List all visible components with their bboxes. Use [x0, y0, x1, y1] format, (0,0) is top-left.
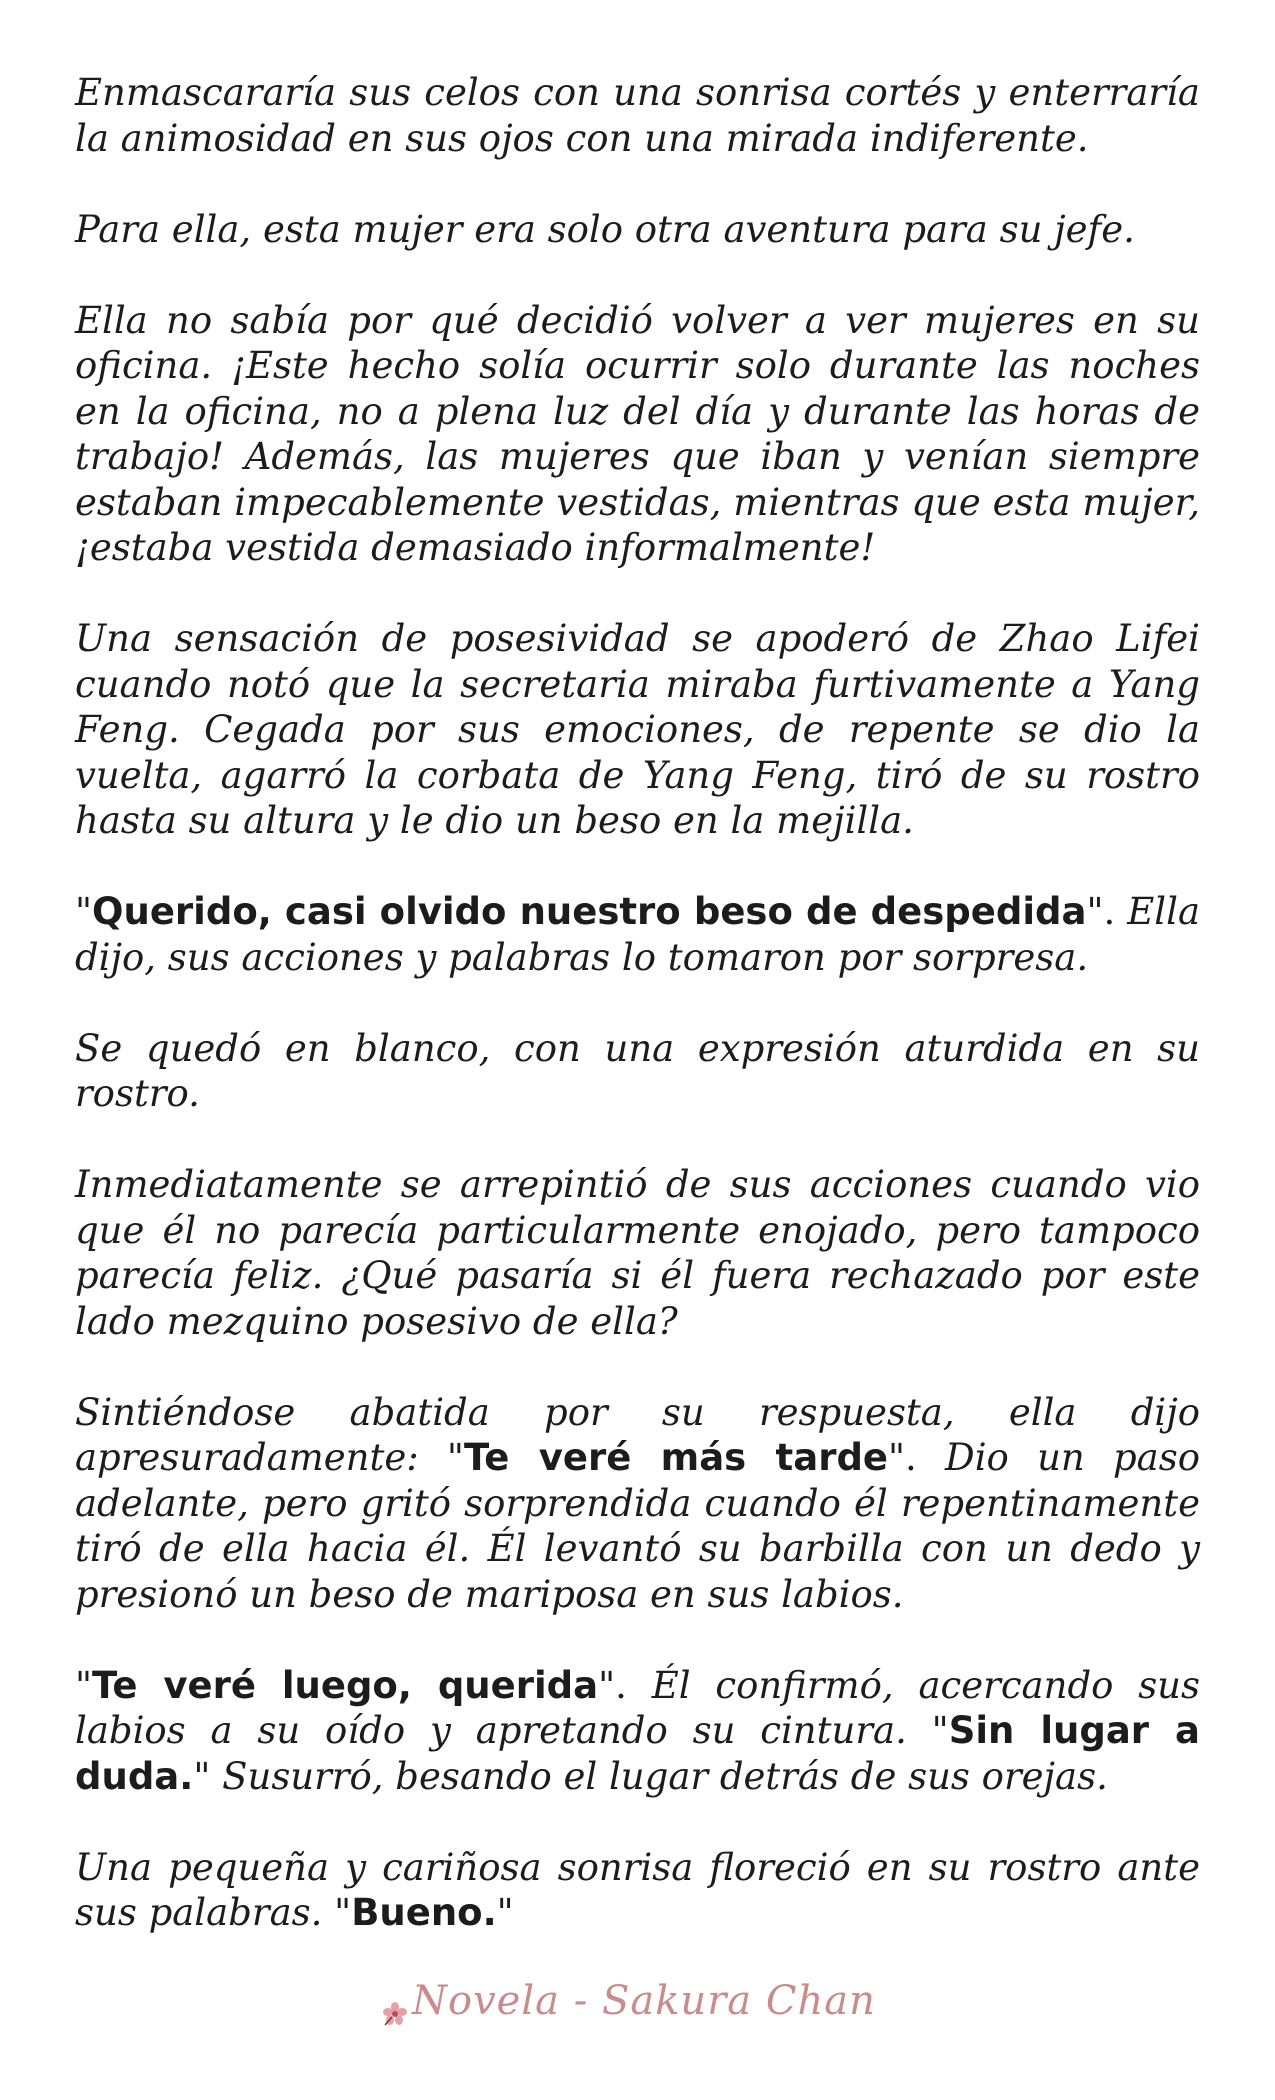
dialogue-text: Te veré luego, querida — [92, 1663, 599, 1707]
dialogue-text: Bueno. — [351, 1891, 497, 1934]
dialogue-text: Querido, casi olvido nuestro beso de despedida — [92, 890, 1087, 933]
quote-mark: " — [496, 1891, 514, 1934]
paragraph-text: Dio un paso adelante, pero gritó sorprendida cuando él repentinamente tiró de ella hacia él. Él levantó su barbilla con un dedo y presionó un beso de mariposa en sus labios. — [75, 1436, 1200, 1616]
document-body — [75, 70, 1200, 1981]
quote-mark: ". — [1086, 890, 1116, 933]
paragraph-text: Susurró, besando el lugar detrás de sus orejas. — [210, 1754, 1108, 1798]
watermark — [382, 1978, 876, 2024]
paragraph-text: Una pequeña y cariñosa sonrisa floreció en su rostro ante sus palabras. — [75, 1845, 1200, 1934]
paragraph — [75, 1845, 1200, 1936]
quote-mark: " — [75, 890, 93, 933]
quote-mark: " — [334, 1891, 352, 1934]
paragraph-text: Ella dijo, sus acciones y palabras lo tomaron por sorpresa. — [75, 890, 1200, 979]
paragraph — [75, 298, 1200, 571]
paragraph — [75, 889, 1200, 980]
quote-mark: ". — [888, 1436, 917, 1479]
dialogue-text: Te veré más tarde — [463, 1436, 889, 1479]
paragraph — [75, 70, 1200, 161]
paragraph-text: Él confirmó, acercando sus labios a su oído y apretando su cintura. — [75, 1663, 1201, 1752]
quote-mark: " — [931, 1709, 949, 1752]
quote-mark: ". — [598, 1663, 627, 1707]
paragraph — [75, 1162, 1200, 1344]
dialogue-text: Sin lugar a duda. — [75, 1709, 1200, 1798]
watermark-text: Novela - Sakura Chan — [412, 1978, 876, 2024]
paragraph — [75, 207, 1200, 253]
paragraph-text: Enmascararía sus celos con una sonrisa cortés y enterraría la animosidad en sus ojos con una mirada indiferente. — [75, 71, 1200, 160]
quote-mark: " — [446, 1436, 464, 1479]
paragraph — [75, 1390, 1200, 1618]
paragraph-text: Para ella, esta mujer era solo otra aventura para su jefe. — [75, 207, 1135, 251]
quote-mark: " — [75, 1663, 93, 1707]
paragraph-text: Una sensación de posesividad se apoderó de Zhao Lifei cuando notó que la secretaria miraba furtivamente a Yang Feng. Cegada por sus emociones, de repente se dio la vuelta, agarró la corbata de Yang Feng, tiró de su rostro hasta su altura y le dio un beso en la mejilla. — [75, 617, 1200, 842]
paragraph — [75, 1663, 1200, 1800]
sakura-flower-icon — [382, 1991, 408, 2017]
paragraph-text: Se quedó en blanco, con una expresión aturdida en su rostro. — [75, 1026, 1200, 1115]
paragraph-text: Sintiéndose abatida por su respuesta, ella dijo apresuradamente: — [75, 1390, 1200, 1479]
paragraph-text: Ella no sabía por qué decidió volver a ver mujeres en su oficina. ¡Este hecho solía ocurrir solo durante las noches en la oficina, no a plena luz del día y durante las horas de trabajo! Además, las mujeres que iban y venían siempre estaban impecablemente vestidas, mientras que esta mujer, ¡estaba vestida demasiado informalmente! — [75, 298, 1200, 569]
paragraph — [75, 1026, 1200, 1117]
paragraph-text: Inmediatamente se arrepintió de sus acciones cuando vio que él no parecía particularmente enojado, pero tampoco parecía feliz. ¿Qué pasaría si él fuera rechazado por este lado mezquino posesivo de ella? — [75, 1163, 1200, 1343]
paragraph — [75, 616, 1200, 844]
quote-mark: " — [193, 1754, 211, 1798]
